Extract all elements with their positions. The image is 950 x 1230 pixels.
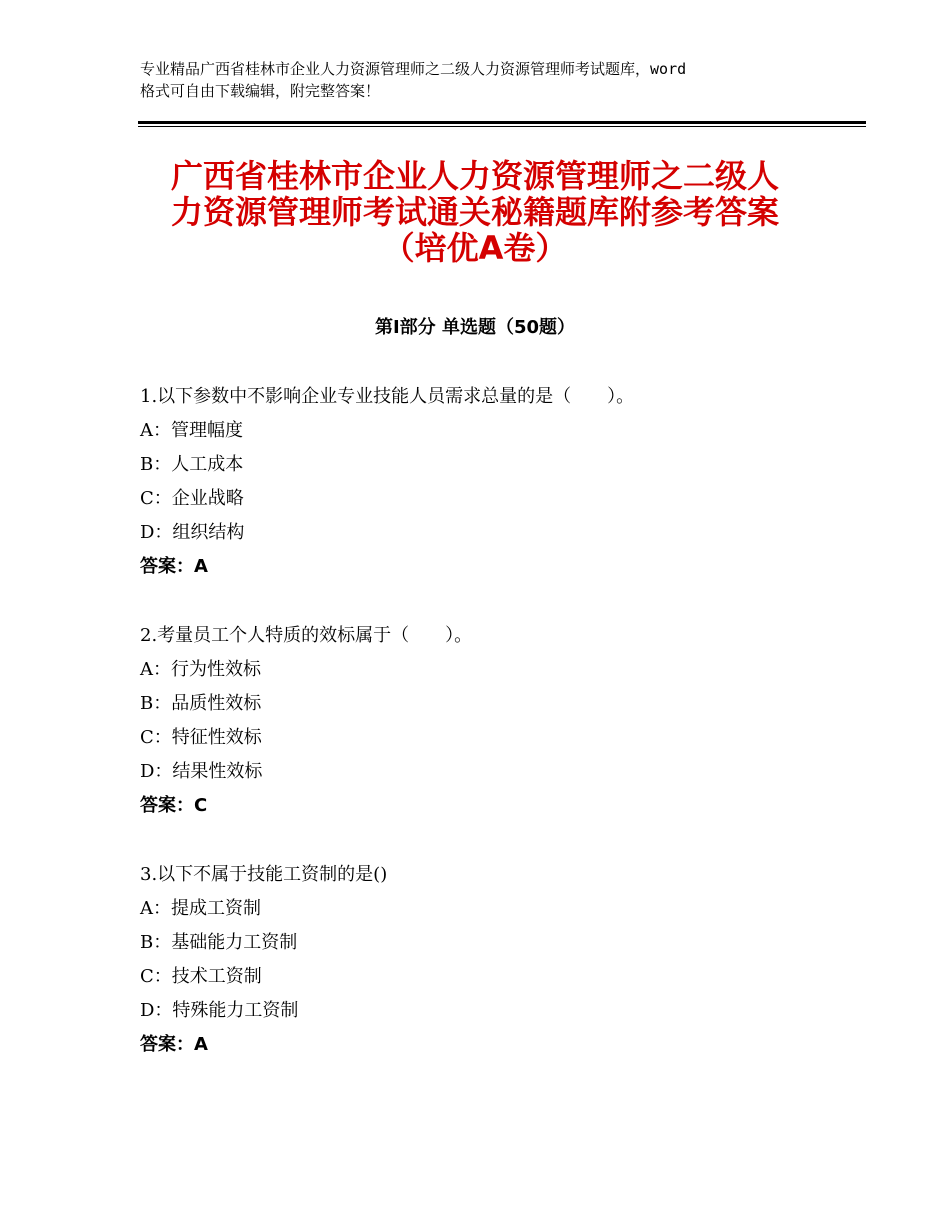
header-note-line: 格式可自由下载编辑，附完整答案！ xyxy=(140,82,381,100)
option-c: C：企业战略 xyxy=(140,488,244,509)
header-divider-thin xyxy=(138,126,866,127)
option-a: A：提成工资制 xyxy=(140,898,261,919)
document-title xyxy=(100,158,850,266)
option-b: B：基础能力工资制 xyxy=(140,932,298,953)
question-stem: 2.考量员工个人特质的效标属于（ ）。 xyxy=(140,625,473,646)
answer-line: 答案：A xyxy=(140,1034,208,1055)
answer-line: 答案：C xyxy=(140,795,208,816)
question-item xyxy=(140,380,860,584)
question-item xyxy=(140,619,860,823)
question-list xyxy=(140,380,860,1097)
option-a: A：行为性效标 xyxy=(140,659,261,680)
question-item xyxy=(140,858,860,1062)
option-c: C：特征性效标 xyxy=(140,727,262,748)
option-b: B：人工成本 xyxy=(140,454,244,475)
option-d: D：结果性效标 xyxy=(140,761,263,782)
question-stem: 3.以下不属于技能工资制的是() xyxy=(140,864,388,885)
answer-line: 答案：A xyxy=(140,556,208,577)
title-line: 广西省桂林市企业人力资源管理师之二级人 xyxy=(170,157,779,195)
option-b: B：品质性效标 xyxy=(140,693,262,714)
header-note-line: 专业精品广西省桂林市企业人力资源管理师之二级人力资源管理师考试题库，word xyxy=(140,60,687,78)
option-d: D：组织结构 xyxy=(140,522,245,543)
section-heading: 第Ⅰ部分 单选题（50题） xyxy=(374,317,575,338)
option-a: A：管理幅度 xyxy=(140,420,243,441)
title-line: （培优A卷） xyxy=(382,229,568,267)
question-stem: 1.以下参数中不影响企业专业技能人员需求总量的是（ ）。 xyxy=(140,386,635,407)
header-divider-thick xyxy=(138,121,866,124)
header-note xyxy=(140,58,840,102)
title-line: 力资源管理师考试通关秘籍题库附参考答案 xyxy=(170,193,779,231)
option-c: C：技术工资制 xyxy=(140,966,262,987)
option-d: D：特殊能力工资制 xyxy=(140,1000,299,1021)
